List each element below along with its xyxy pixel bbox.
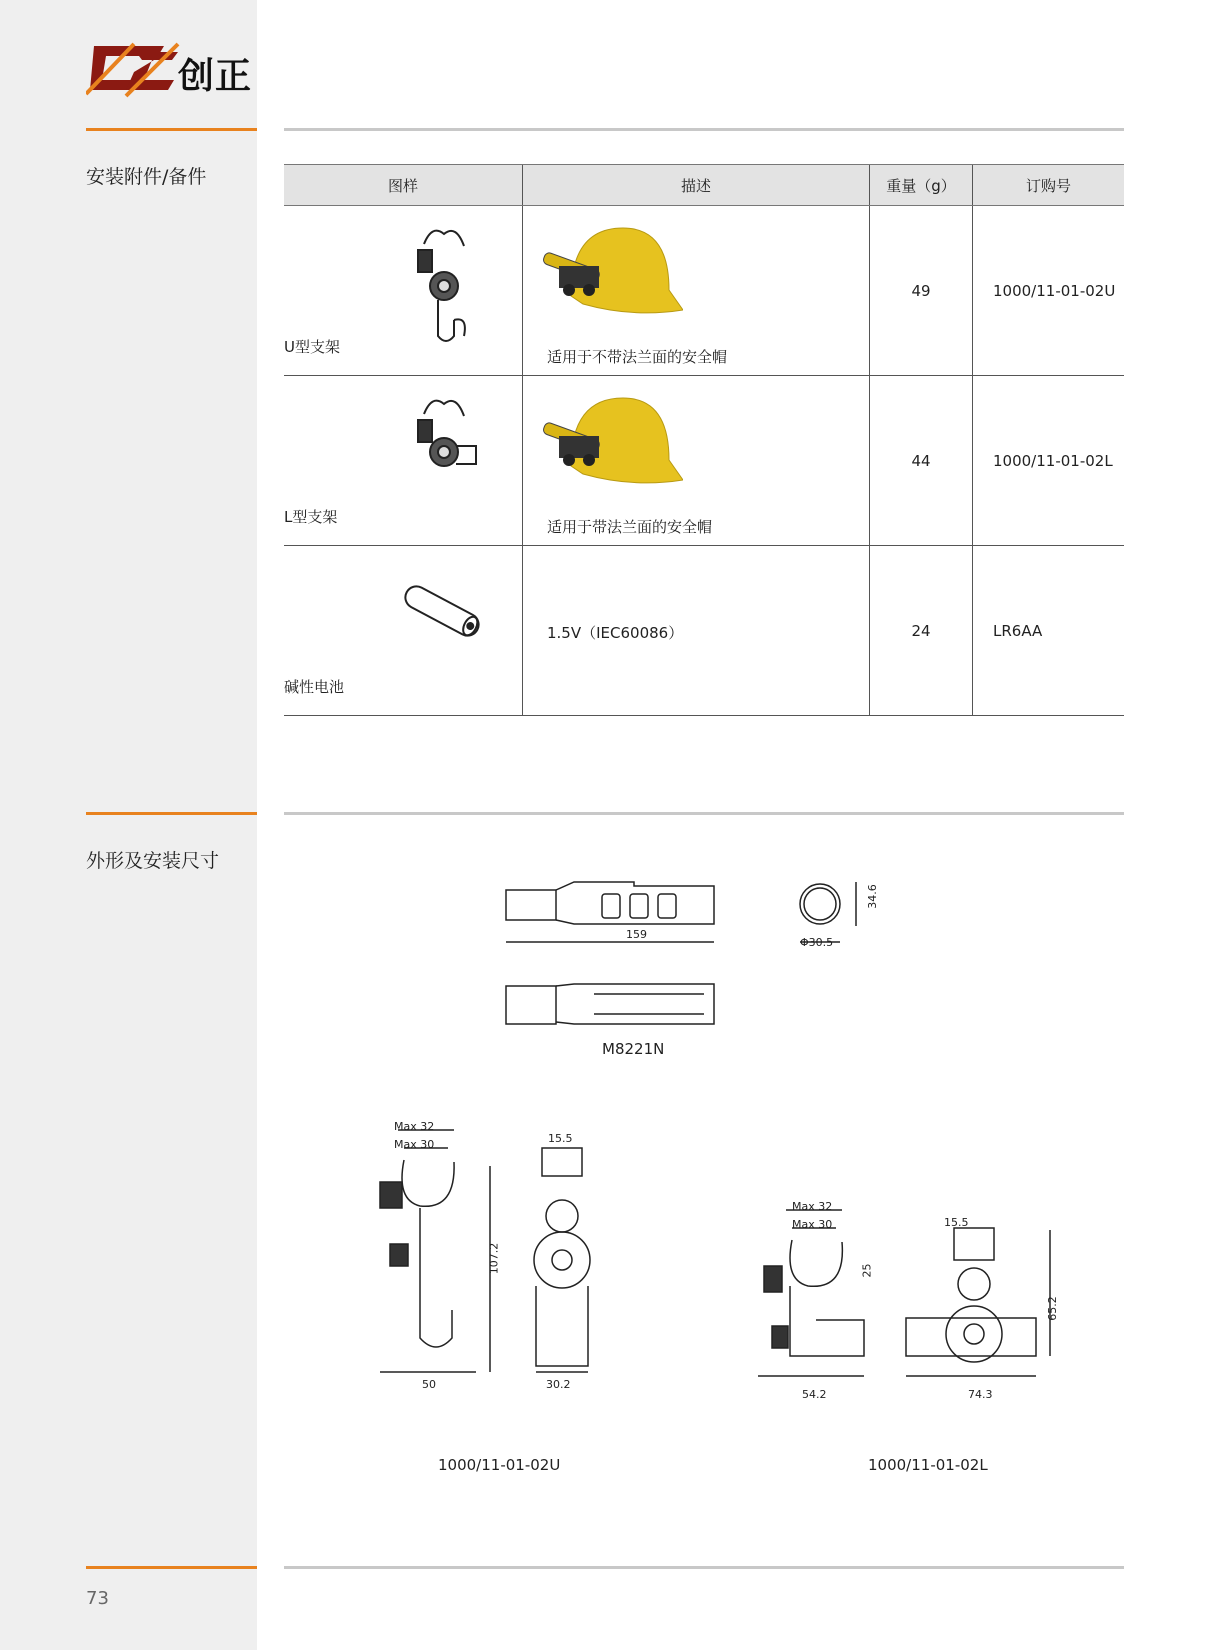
page-number: 73 <box>86 1588 109 1609</box>
footer-divider-accent <box>86 1566 257 1569</box>
l-max30: Max 30 <box>792 1218 833 1231</box>
order-number-cell: LR6AA <box>973 546 1125 716</box>
item-description: 1.5V（IEC60086） <box>547 624 684 642</box>
order-number-cell: 1000/11-01-02U <box>973 206 1125 376</box>
dim-length: 159 <box>626 928 647 941</box>
section-title-dimensions: 外形及安装尺寸 <box>86 850 220 872</box>
section-divider <box>284 128 1124 131</box>
figure-cell <box>284 376 523 546</box>
u-bracket-caption: 1000/11-01-02U <box>438 1456 561 1474</box>
figure-cell <box>284 206 523 376</box>
figure-cell <box>284 546 523 716</box>
item-name: L型支架 <box>284 508 338 526</box>
u-bracket-image <box>402 224 492 349</box>
item-description: 适用于不带法兰面的安全帽 <box>547 348 728 366</box>
l-width-top: 15.5 <box>944 1216 969 1229</box>
description-cell <box>523 206 870 376</box>
item-name: 碱性电池 <box>284 678 345 696</box>
l-bracket-caption: 1000/11-01-02L <box>868 1456 988 1474</box>
battery-image <box>392 576 492 646</box>
table-row <box>284 546 1124 716</box>
flashlight-bottom-drawing <box>504 980 734 1030</box>
dimension-drawings <box>284 860 1124 1480</box>
u-side-width: 30.2 <box>546 1378 571 1391</box>
order-number-cell: 1000/11-01-02L <box>973 376 1125 546</box>
u-height: 107.2 <box>487 1242 501 1275</box>
section-title-accessories: 安装附件/备件 <box>86 166 207 188</box>
description-cell <box>523 376 870 546</box>
l-clip-height: 25 <box>860 1263 874 1278</box>
header-figure: 图样 <box>284 165 523 206</box>
l-width-bottom: 54.2 <box>802 1388 827 1401</box>
item-name: U型支架 <box>284 338 340 356</box>
u-width-top: 15.5 <box>548 1132 573 1145</box>
section-divider <box>284 812 1124 815</box>
logo-text: 创正 <box>178 56 253 97</box>
sidebar-background <box>0 0 257 1650</box>
helmet-image <box>543 388 683 498</box>
table-row <box>284 376 1124 546</box>
l-max32: Max 32 <box>792 1200 833 1213</box>
accessories-table <box>284 164 1124 716</box>
l-height: 65.2 <box>1045 1296 1059 1321</box>
dim-diameter: Φ30.5 <box>800 936 834 949</box>
l-side-width: 74.3 <box>968 1388 993 1401</box>
weight-cell: 49 <box>870 206 973 376</box>
description-cell <box>523 546 870 716</box>
table-header-row <box>284 165 1124 206</box>
u-max32: Max 32 <box>394 1120 435 1133</box>
header-weight: 重量（g） <box>870 165 973 206</box>
u-width-bottom: 50 <box>422 1378 436 1391</box>
dim-height: 34.6 <box>865 884 879 909</box>
header-description: 描述 <box>523 165 870 206</box>
footer-divider <box>284 1566 1124 1569</box>
l-bracket-image <box>402 394 492 484</box>
weight-cell: 24 <box>870 546 973 716</box>
item-description: 适用于带法兰面的安全帽 <box>547 518 713 536</box>
helmet-image <box>543 218 683 328</box>
table-row <box>284 206 1124 376</box>
u-max30: Max 30 <box>394 1138 435 1151</box>
flashlight-side-drawing <box>504 878 734 958</box>
weight-cell: 44 <box>870 376 973 546</box>
section-divider-accent <box>86 128 257 131</box>
section-divider-accent <box>86 812 257 815</box>
flashlight-caption: M8221N <box>602 1040 665 1058</box>
header-order-number: 订购号 <box>973 165 1125 206</box>
